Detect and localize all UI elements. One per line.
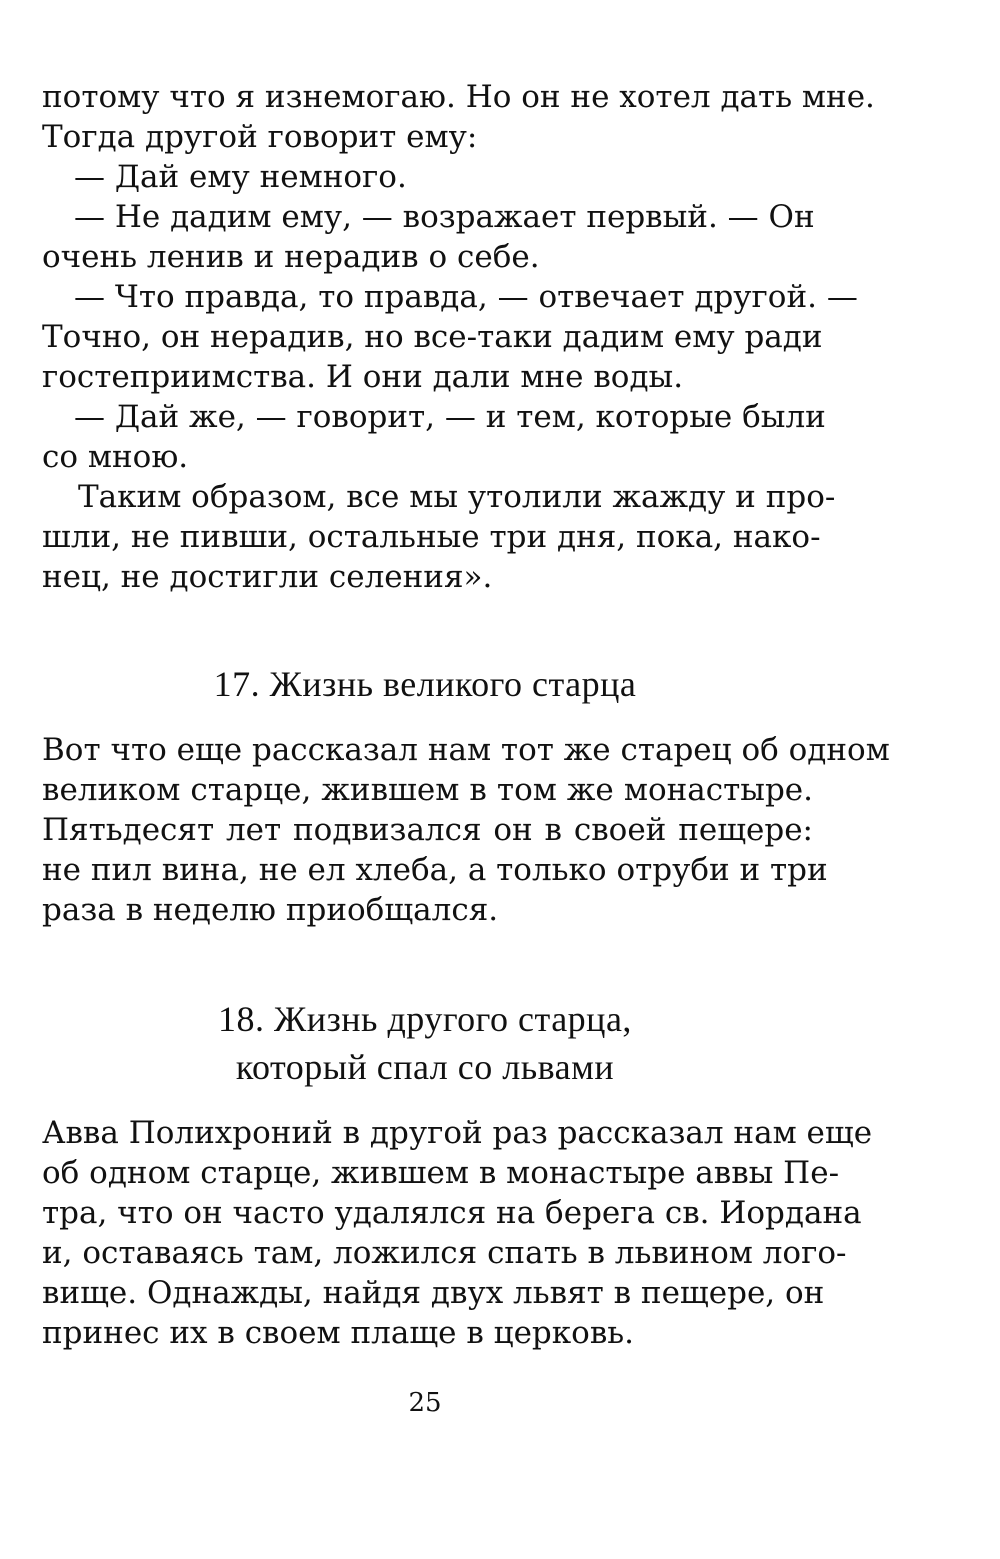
- text-line: — Дай же, — говорит, — и тем, которые были: [74, 399, 826, 435]
- text-line: и, оставаясь там, ложился спать в львином лого-: [42, 1235, 847, 1271]
- text-line: Авва Полихроний в другой раз рассказал нам еще: [42, 1115, 873, 1151]
- text-line: со мною.: [42, 439, 189, 475]
- text-line: очень ленив и нерадив о себе.: [42, 239, 540, 275]
- section-heading: 18. Жизнь другого старца,: [218, 999, 632, 1039]
- text-line: гостеприимства. И они дали мне воды.: [42, 359, 684, 395]
- page-number: 25: [408, 1388, 442, 1418]
- text-line: Вот что еще рассказал нам тот же старец об одном: [42, 732, 890, 768]
- section-heading: который спал со львами: [235, 1047, 615, 1087]
- text-line: — Что правда, то правда, — отвечает другой. —: [74, 279, 858, 315]
- text-line: тра, что он часто удалялся на берега св. Иордана: [42, 1195, 862, 1231]
- text-line: Таким образом, все мы утолили жажду и про-: [78, 479, 836, 515]
- text-line: вище. Однажды, найдя двух львят в пещере, он: [42, 1275, 825, 1311]
- text-line: не пил вина, не ел хлеба, а только отруби и три: [42, 852, 828, 888]
- text-line: об одном старце, жившем в монастыре аввы Пе-: [42, 1155, 840, 1191]
- section-heading: 17. Жизнь великого старца: [213, 664, 637, 704]
- text-line: раза в неделю приобщался.: [42, 892, 499, 928]
- text-line: великом старце, жившем в том же монастыре.: [42, 772, 813, 808]
- text-line: потому что я изнемогаю. Но он не хотел дать мне.: [42, 79, 875, 115]
- text-line: — Дай ему немного.: [74, 159, 407, 195]
- text-line: шли, не пивши, остальные три дня, пока, нако-: [42, 519, 821, 555]
- text-line: нец, не достигли селения».: [42, 559, 493, 595]
- text-line: Пятьдесят лет подвизался он в своей пещере:: [42, 812, 813, 848]
- text-line: — Не дадим ему, — возражает первый. — Он: [74, 199, 815, 235]
- text-line: Точно, он нерадив, но все-таки дадим ему ради: [42, 319, 823, 355]
- text-line: Тогда другой говорит ему:: [42, 119, 478, 155]
- text-line: принес их в своем плаще в церковь.: [42, 1315, 634, 1351]
